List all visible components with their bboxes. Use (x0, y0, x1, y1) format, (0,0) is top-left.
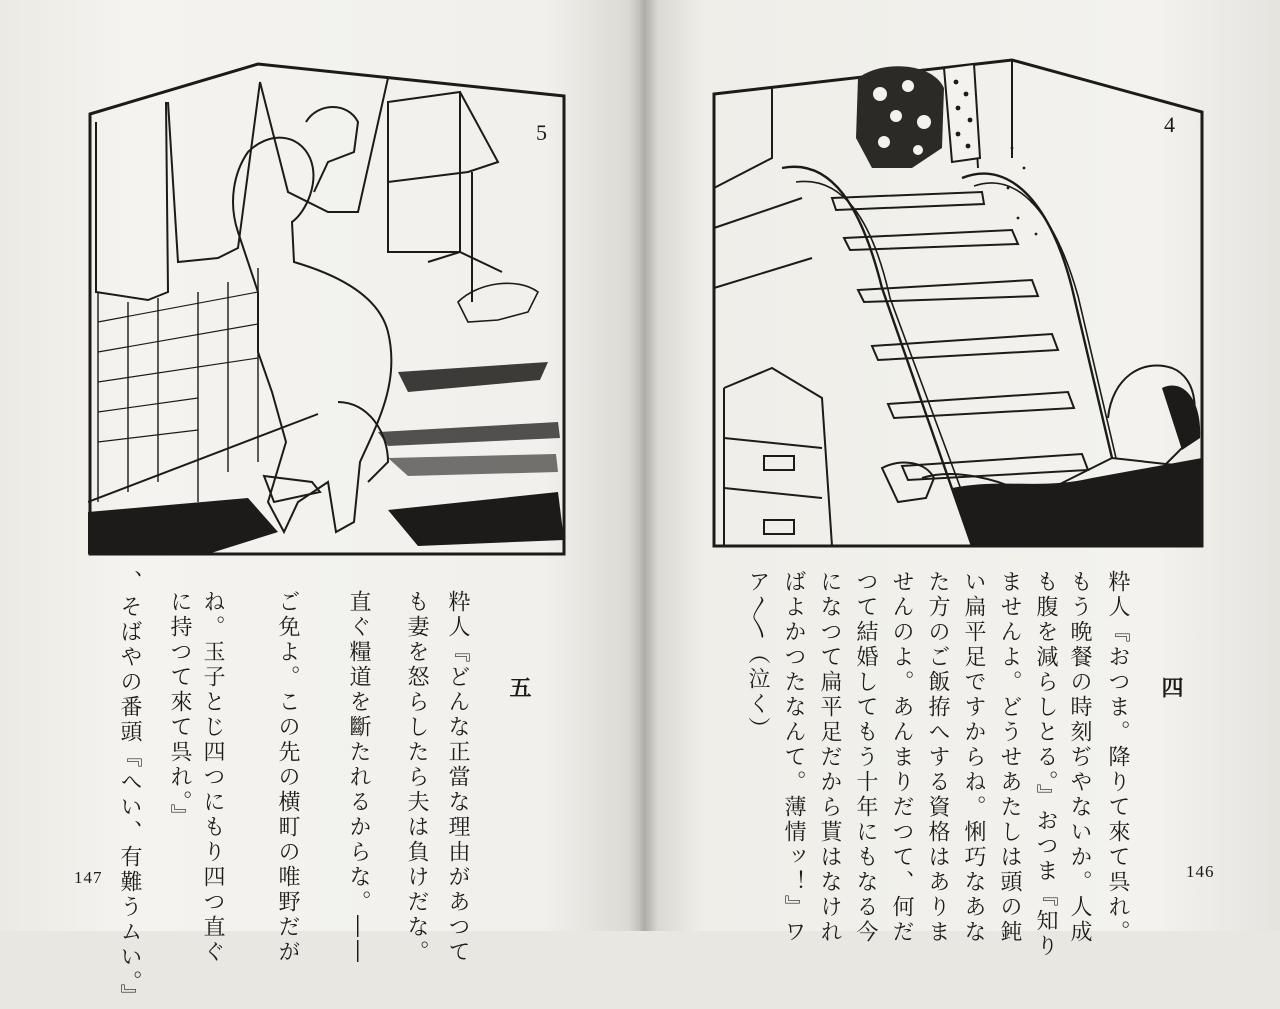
right-text-line-10: ばよかつたなんて。薄情ッ！』ワ (781, 570, 806, 945)
right-text-line-6: た方のご飯拵へする資格はありま (925, 570, 950, 945)
left-text-line-4: ご免よ。この先の横町の唯野だが (275, 590, 300, 965)
right-text-line-7: せんのよ。あんまりだつて、何だ (889, 570, 914, 945)
book-gutter-shadow (628, 0, 658, 931)
right-text-line-5: い扁平足ですからね。悧巧なあな (961, 570, 986, 945)
right-panel-drawing (712, 58, 1204, 548)
right-text-line-11: ア〳〵（泣く） (745, 570, 770, 742)
right-text-line-2: もう晩餐の時刻ぢやないか。人成 (1067, 570, 1092, 945)
right-text-line-1: 粋人『おつま。降りて來て呉れ。 (1105, 570, 1130, 945)
left-text-line-3: 直ぐ糧道を斷たれるからな。―― (346, 590, 371, 965)
right-panel-number: 4 (1164, 112, 1175, 137)
left-panel-number: 5 (536, 120, 547, 145)
right-text-line-3: も腹を減らしとる。』おつま『知り (1033, 570, 1058, 959)
right-page (640, 0, 1280, 959)
left-panel-drawing (88, 62, 566, 556)
right-section-heading: 四 (1158, 676, 1184, 701)
right-text-line-8: つて結婚してもう十年にもなる今 (853, 570, 878, 945)
left-section-heading: 五 (506, 676, 532, 701)
right-text-line-9: になつて扁平足だから貰はなけれ (817, 570, 842, 945)
left-text-line-6: に持つて來て呉れ。』 (167, 590, 192, 829)
right-text-line-4: ませんよ。どうせあたしは頭の鈍 (997, 570, 1022, 945)
left-text-line-1: 粋人『どんな正當な理由があつて (445, 590, 470, 965)
right-panel-illustration (712, 58, 1204, 548)
left-page-number: 147 (74, 868, 103, 887)
left-panel-illustration (88, 62, 566, 556)
left-text-line-5: ね。玉子とじ四つにもり四つ直ぐ (200, 590, 225, 965)
left-text-line-7: 、そばやの番頭『へい、有難うムい。』 (117, 570, 142, 1009)
left-text-line-2: も妻を怒らしたら夫は負けだな。 (404, 590, 429, 965)
right-page-number: 146 (1186, 862, 1215, 881)
